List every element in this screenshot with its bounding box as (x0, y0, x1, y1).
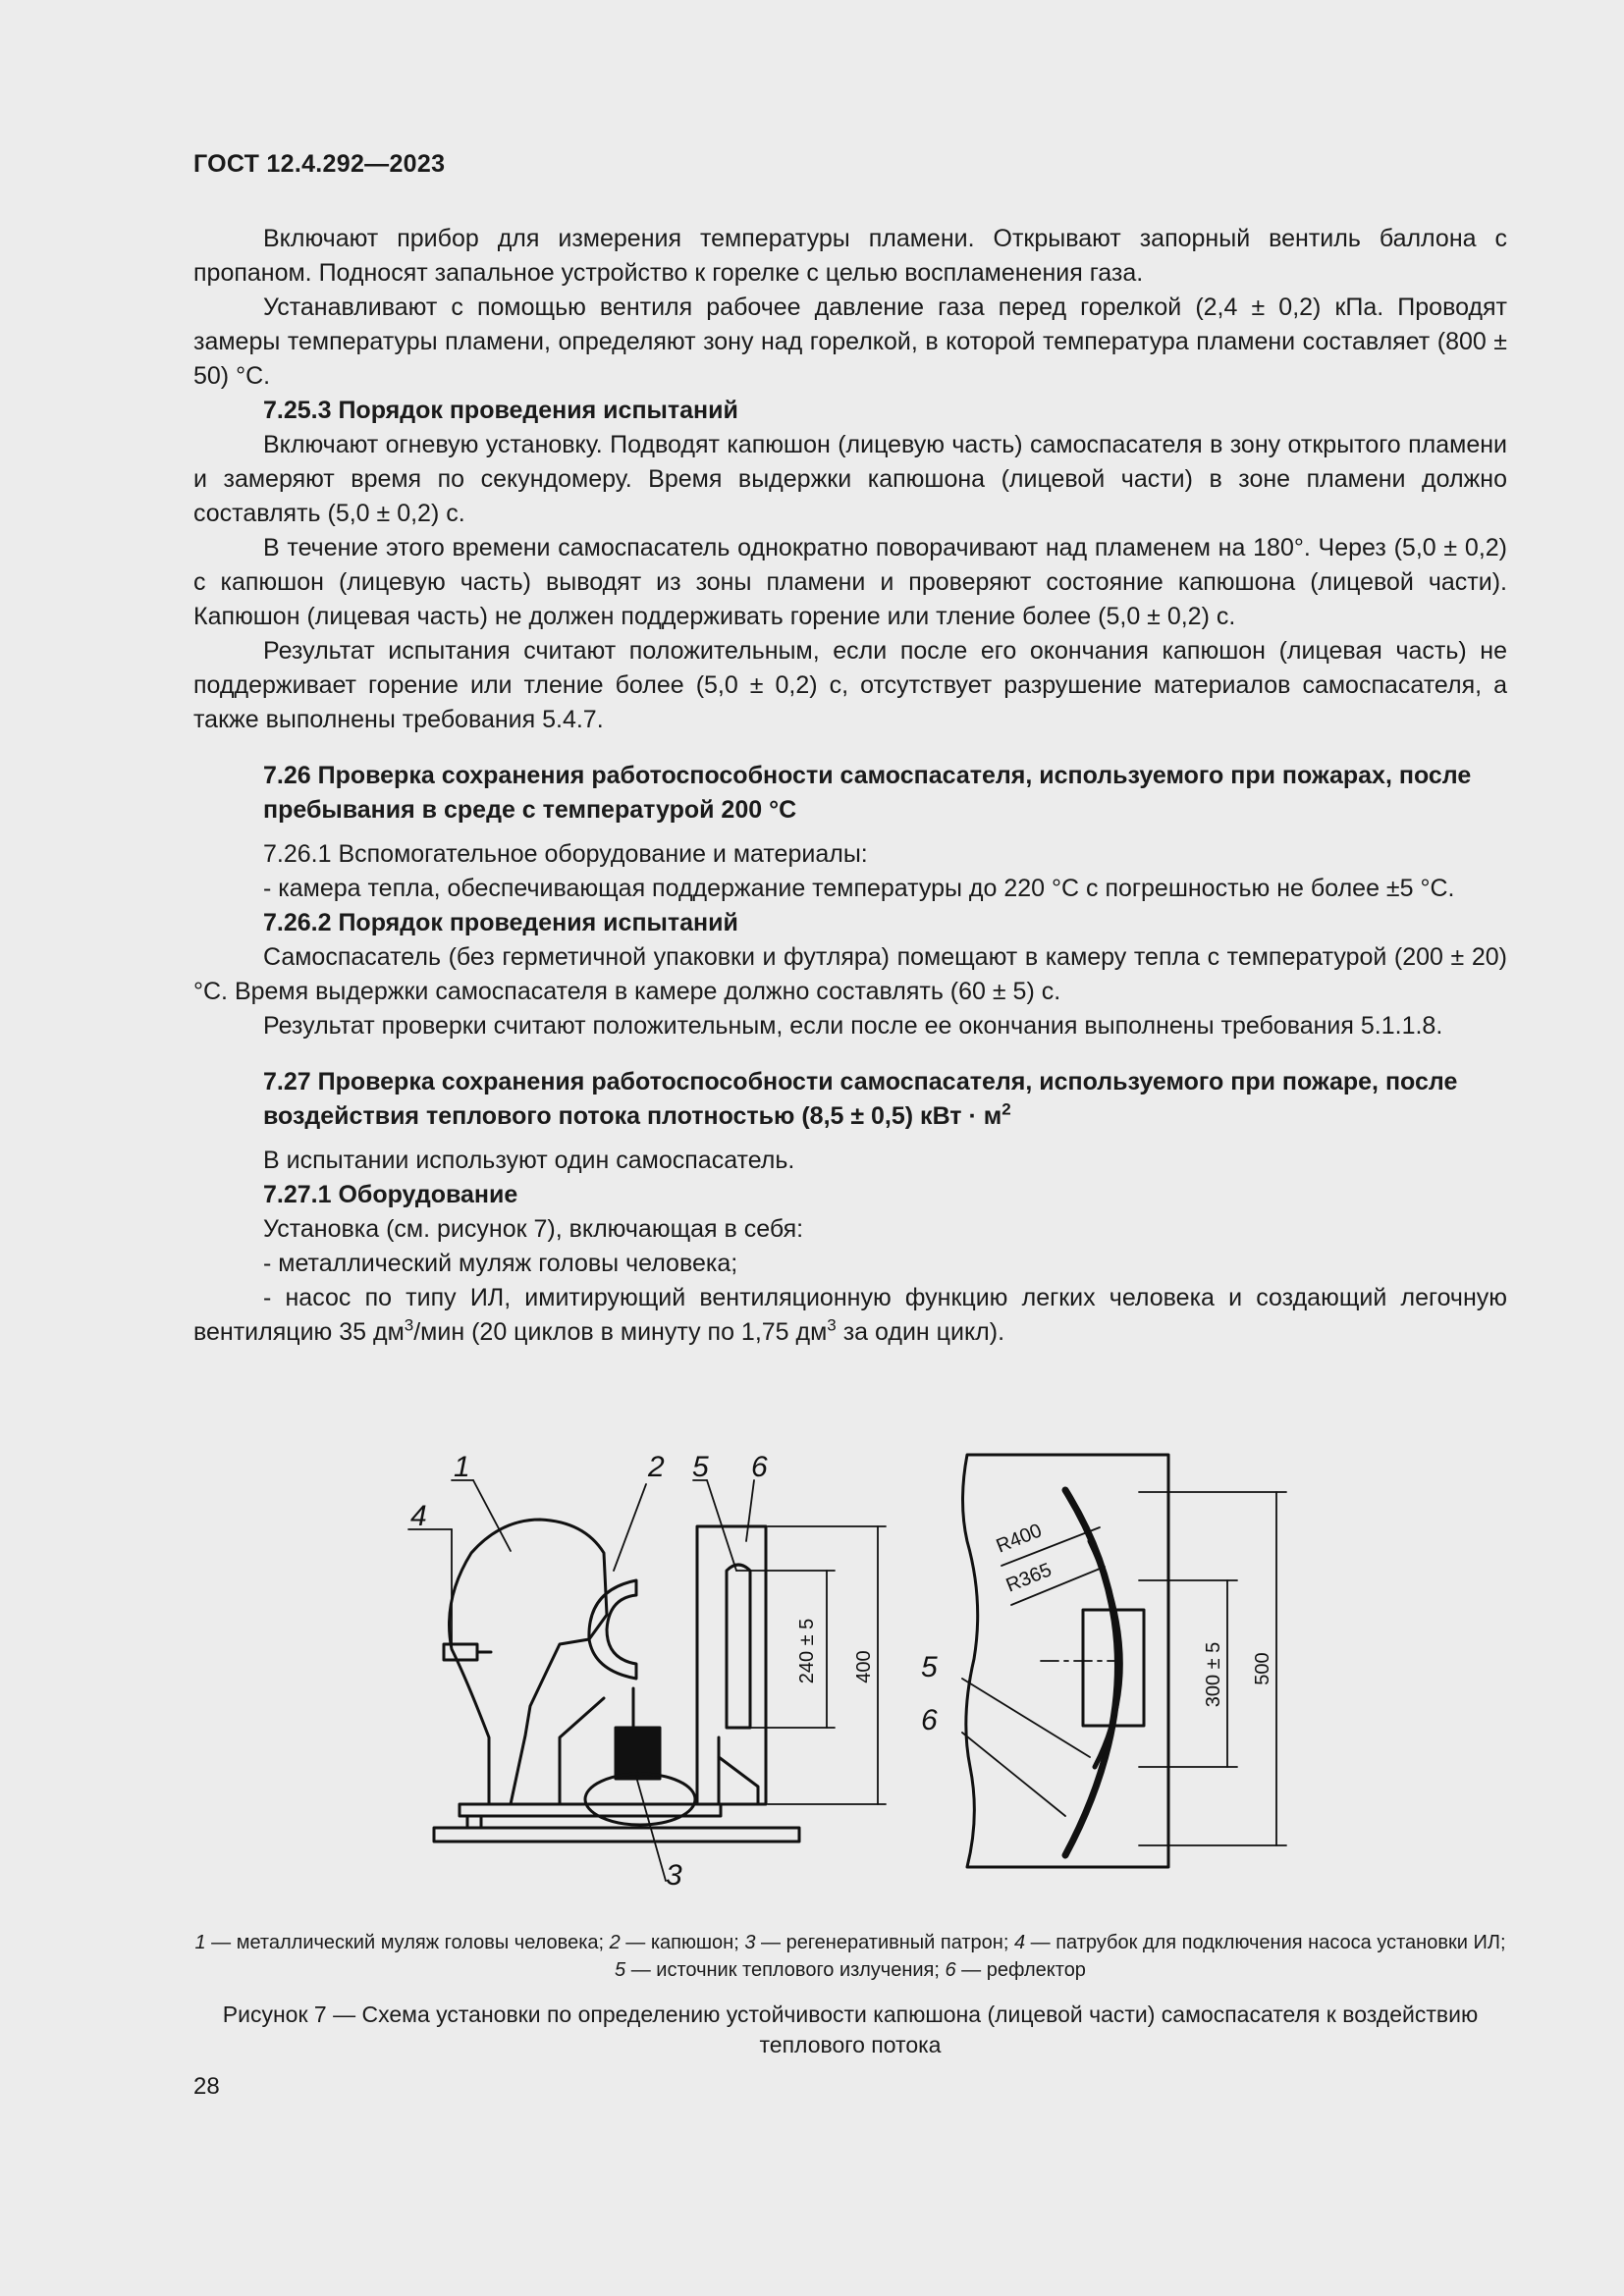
list-item-text: /мин (20 циклов в минуту по 1,75 дм (413, 1318, 828, 1346)
superscript: 3 (404, 1315, 414, 1335)
section-heading-text: 7.27 Проверка сохранения работоспособности самоспасателя, используемого при пожаре, после воздействия теплового потока плотностью (8,5 ± 0,5) кВт · м (263, 1068, 1458, 1130)
dim-240: 240 ± 5 (796, 1618, 818, 1684)
body-text (193, 222, 1507, 1350)
figure-caption: Рисунок 7 — Схема установки по определению устойчивости капюшона (лицевой части) самоспасателя к воздействию теплового потока (222, 2002, 1479, 2057)
figure-7-diagram (412, 1443, 1296, 1895)
dim-500: 500 (1252, 1652, 1273, 1685)
legend-num: 2 (609, 1932, 621, 1953)
list-item-text: за один цикл). (836, 1318, 1005, 1346)
dim-400: 400 (853, 1650, 875, 1683)
label-6-right: 6 (921, 1704, 938, 1736)
label-2: 2 (648, 1451, 665, 1483)
paragraph: 7.26.1 Вспомогательное оборудование и материалы: (263, 840, 868, 868)
legend-num: 1 (194, 1932, 206, 1953)
subsection-heading: 7.27.1 Оборудование (263, 1181, 518, 1208)
dim-300: 300 ± 5 (1203, 1641, 1224, 1708)
nozzle-4 (444, 1644, 477, 1660)
head-dummy-outline (450, 1520, 608, 1804)
paragraph: Установка (см. рисунок 7), включающая в себя: (263, 1215, 804, 1243)
legend-text: — рефлектор (955, 1959, 1086, 1981)
list-item: - камера тепла, обеспечивающая поддержание температуры до 220 °С с погрешностью не более ±5 °С. (263, 875, 1455, 902)
document-header: ГОСТ 12.4.292—2023 (193, 150, 446, 178)
list-item: - металлический муляж головы человека; (263, 1250, 738, 1277)
label-1: 1 (454, 1451, 470, 1483)
legend-text: — капюшон; (620, 1932, 745, 1953)
label-5-right: 5 (921, 1651, 938, 1683)
dim-r365: R365 (1002, 1559, 1056, 1597)
list-item (193, 1281, 1507, 1350)
subsection-heading: 7.26.2 Порядок проведения испытаний (263, 909, 738, 936)
paragraph: Включают прибор для измерения температуры пламени. Открывают запорный вентиль баллона с пропаном. Подносят запальное устройство к горелке с целью воспламенения газа. (193, 225, 1507, 287)
section-heading: 7.26 Проверка сохранения работоспособности самоспасателя, используемого при пожарах, после пребывания в среде с температурой 200 °С (263, 762, 1472, 824)
list-item-text: - насос по типу ИЛ, имитирующий вентиляционную функцию легких человека и создающий легочную вентиляцию 35 дм (193, 1284, 1507, 1346)
label-4: 4 (410, 1500, 427, 1532)
label-5: 5 (692, 1451, 709, 1483)
dim-r400: R400 (993, 1520, 1046, 1558)
radiation-source-5 (727, 1565, 750, 1728)
paragraph: В течение этого времени самоспасатель однократно поворачивают над пламенем на 180°. Через (5,0 ± 0,2) с капюшон (лицевую часть) выводят из зоны пламени и проверяют состояние капюшона (лицевой части). Капюшон (лицевая часть) не должен поддерживать горение или тление более (5,0 ± 0,2) с. (193, 534, 1507, 630)
label-6: 6 (751, 1451, 768, 1483)
legend-num: 3 (744, 1932, 756, 1953)
page-number: 28 (193, 2073, 220, 2100)
paragraph: В испытании используют один самоспасатель. (263, 1147, 795, 1174)
legend-text: — источник теплового излучения; (625, 1959, 946, 1981)
legend-num: 4 (1013, 1932, 1026, 1953)
base-platform (434, 1828, 799, 1842)
paragraph: Устанавливают с помощью вентиля рабочее давление газа перед горелкой (2,4 ± 0,2) кПа. Проводят замеры температуры пламени, определяют зону над горелкой, в которой температура пламени составляет (800 ± 50) °С. (193, 294, 1507, 390)
legend-num: 5 (615, 1959, 626, 1981)
paragraph: Результат испытания считают положительным, если после его окончания капюшон (лицевая часть) не поддерживает горение или тление более (5,0 ± 0,2) с, отсутствует разрушение материалов самоспасателя, а также выполнены требования 5.4.7. (193, 637, 1507, 733)
label-3: 3 (666, 1859, 682, 1892)
section-heading (193, 1065, 1507, 1134)
legend-text: — регенеративный патрон; (755, 1932, 1014, 1953)
cartridge-3 (616, 1728, 660, 1779)
figure-legend (193, 1929, 1507, 1984)
paragraph: Самоспасатель (без герметичной упаковки и футляра) помещают в камеру тепла с температурой (200 ± 20) °С. Время выдержки самоспасателя в камере должно составлять (60 ± 5) с. (193, 943, 1507, 1005)
superscript: 2 (1001, 1099, 1011, 1119)
legend-text: — металлический муляж головы человека; (205, 1932, 610, 1953)
paragraph: Результат проверки считают положительным, если после ее окончания выполнены требования 5.1.1.8. (263, 1012, 1443, 1040)
subsection-heading: 7.25.3 Порядок проведения испытаний (263, 397, 738, 424)
legend-num: 6 (945, 1959, 956, 1981)
paragraph: Включают огневую установку. Подводят капюшон (лицевую часть) самоспасателя в зону открытого пламени и замеряют время по секундомеру. Время выдержки капюшона (лицевой части) в зоне пламени должно составлять (5,0 ± 0,2) с. (193, 431, 1507, 527)
superscript: 3 (827, 1315, 837, 1335)
legend-text: — патрубок для подключения насоса установки ИЛ; (1025, 1932, 1506, 1953)
